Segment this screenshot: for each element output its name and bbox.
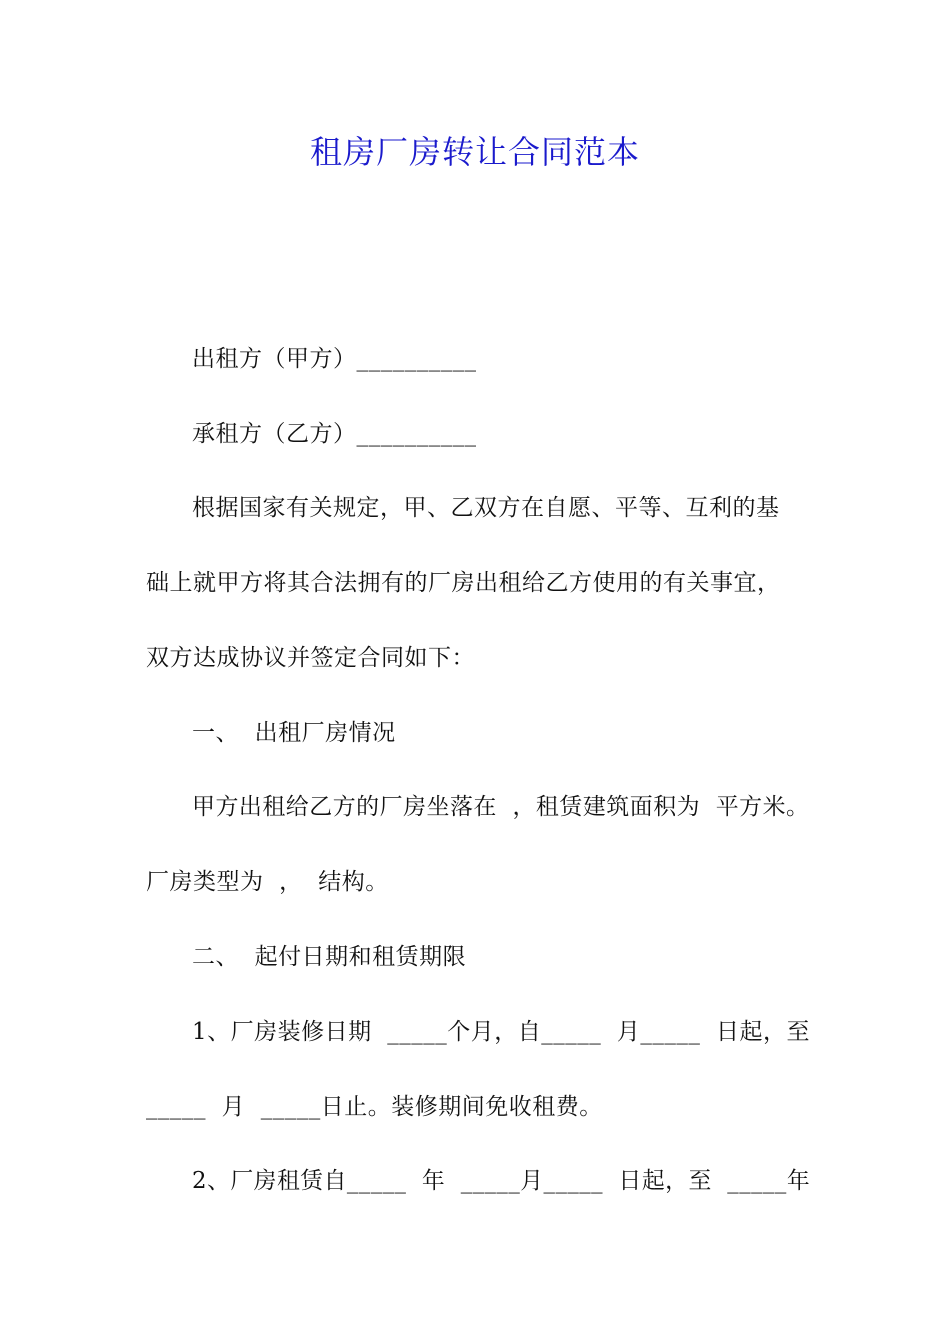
section-2-item-2-line-1: 2、厂房租赁自_____ 年 _____月_____ 日起，至 _____年 (192, 1168, 811, 1194)
preamble-line-1: 根据国家有关规定，甲、乙双方在自愿、平等、互利的基 (192, 495, 780, 521)
section-heading-2: 二、 起付日期和租赁期限 (192, 944, 467, 970)
preamble-line-3: 双方达成协议并签定合同如下： (146, 645, 475, 671)
section-2-item-1-line-1: 1、厂房装修日期 _____个月，自_____ 月_____ 日起，至 (192, 1019, 810, 1045)
section-2-item-1-line-2: _____ 月 _____日止。装修期间免收租费。 (146, 1094, 603, 1120)
section-1-line-1: 甲方出租给乙方的厂房坐落在 ，租赁建筑面积为 平方米。 (192, 794, 810, 820)
document-title: 租房厂房转让合同范本 (309, 133, 640, 171)
section-1-line-2: 厂房类型为 ， 结构。 (146, 869, 389, 895)
preamble-line-2: 础上就甲方将其合法拥有的厂房出租给乙方使用的有关事宜， (146, 570, 781, 596)
section-heading-1: 一、 出租厂房情况 (192, 720, 396, 746)
lessor-line: 出租方（甲方）__________ (192, 346, 477, 372)
lessee-line: 承租方（乙方）__________ (192, 421, 477, 447)
